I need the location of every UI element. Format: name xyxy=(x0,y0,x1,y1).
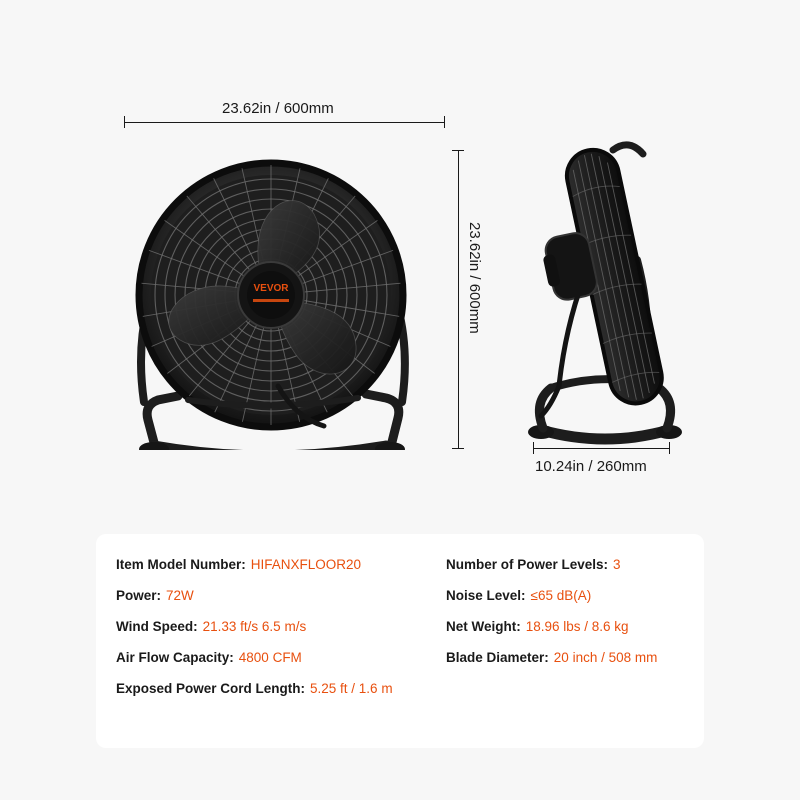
width-dimension-line xyxy=(124,122,444,123)
spec-key-number-of-power-levels: Number of Power Levels: xyxy=(446,557,609,572)
spec-right-column xyxy=(446,556,696,680)
spec-row-power xyxy=(116,587,446,605)
spec-value-exposed-power-cord-length: 5.25 ft / 1.6 m xyxy=(310,681,393,696)
spec-key-net-weight: Net Weight: xyxy=(446,619,521,634)
spec-value-power: 72W xyxy=(166,588,194,603)
spec-key-wind-speed: Wind Speed: xyxy=(116,619,198,634)
fan-front-view-image xyxy=(118,150,438,450)
spec-key-exposed-power-cord-length: Exposed Power Cord Length: xyxy=(116,681,306,696)
spec-key-blade-diameter: Blade Diameter: xyxy=(446,650,549,665)
spec-value-number-of-power-levels: 3 xyxy=(613,557,621,572)
spec-key-item-model-number: Item Model Number: xyxy=(116,557,246,572)
spec-key-noise-level: Noise Level: xyxy=(446,588,526,603)
spec-value-net-weight: 18.96 lbs / 8.6 kg xyxy=(525,619,629,634)
spec-key-air-flow-capacity: Air Flow Capacity: xyxy=(116,650,234,665)
spec-row-net-weight xyxy=(446,618,696,636)
spec-row-noise-level xyxy=(446,587,696,605)
spec-row-number-of-power-levels xyxy=(446,556,696,574)
spec-row-blade-diameter xyxy=(446,649,696,667)
height-dimension-tick-top xyxy=(452,150,464,151)
spec-left-column xyxy=(116,556,446,711)
brand-logo-front: VEVOR xyxy=(253,283,289,294)
width-dimension-tick-left xyxy=(124,116,125,128)
height-dimension-label: 23.62in / 600mm xyxy=(466,222,483,334)
spec-value-blade-diameter: 20 inch / 508 mm xyxy=(553,650,658,665)
spec-row-item-model-number xyxy=(116,556,446,574)
width-dimension-label: 23.62in / 600mm xyxy=(222,100,334,117)
spec-row-air-flow-capacity xyxy=(116,649,446,667)
height-dimension-line xyxy=(458,150,459,448)
spec-value-air-flow-capacity: 4800 CFM xyxy=(238,650,302,665)
spec-key-power: Power: xyxy=(116,588,162,603)
spec-value-noise-level: ≤65 dB(A) xyxy=(530,588,592,603)
spec-value-wind-speed: 21.33 ft/s 6.5 m/s xyxy=(202,619,307,634)
height-dimension-tick-bottom xyxy=(452,448,464,449)
spec-row-wind-speed xyxy=(116,618,446,636)
spec-value-item-model-number: HIFANXFLOOR20 xyxy=(250,557,362,572)
spec-row-exposed-power-cord-length xyxy=(116,680,446,698)
depth-dimension-label: 10.24in / 260mm xyxy=(535,458,647,475)
specification-card xyxy=(96,534,704,748)
width-dimension-tick-right xyxy=(444,116,445,128)
fan-side-view-image xyxy=(525,130,685,450)
